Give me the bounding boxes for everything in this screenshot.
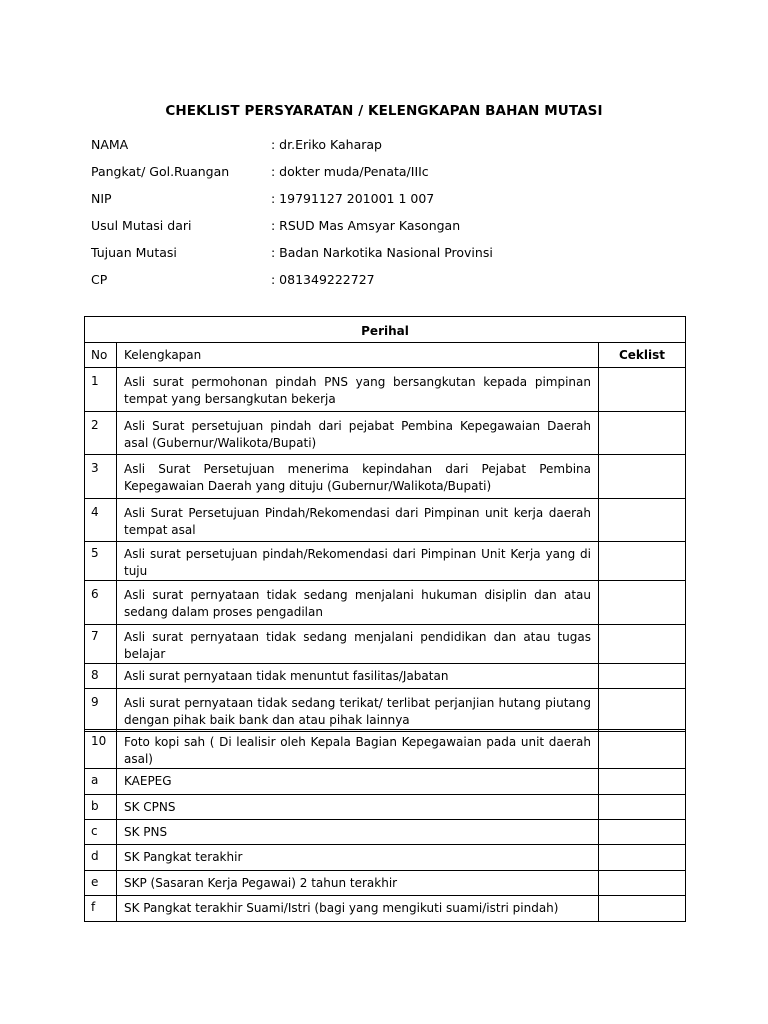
col-header-ceklist: Ceklist bbox=[599, 343, 686, 368]
row-text: SK Pangkat terakhir Suami/Istri (bagi yang mengikuti suami/istri pindah) bbox=[124, 901, 559, 915]
row-number: d bbox=[85, 845, 117, 871]
table-row bbox=[85, 845, 686, 871]
info-value: : 081349222727 bbox=[271, 272, 375, 287]
row-description bbox=[117, 820, 599, 845]
row-text: Foto kopi sah ( Di lealisir oleh Kepala Bagian Kepegawaian pada unit daerah asal) bbox=[124, 735, 591, 766]
col-header-kelengkapan: Kelengkapan bbox=[117, 343, 599, 368]
row-description bbox=[117, 845, 599, 871]
table-row bbox=[85, 412, 686, 455]
table-row bbox=[85, 795, 686, 820]
ceklist-cell[interactable] bbox=[599, 368, 686, 412]
info-value: : Badan Narkotika Nasional Provinsi bbox=[271, 245, 493, 260]
table-row bbox=[85, 542, 686, 581]
personal-info bbox=[91, 137, 493, 299]
row-description bbox=[117, 581, 599, 625]
row-description bbox=[117, 499, 599, 542]
row-description bbox=[117, 871, 599, 896]
row-number: 7 bbox=[85, 625, 117, 664]
ceklist-cell[interactable] bbox=[599, 689, 686, 732]
ceklist-cell[interactable] bbox=[599, 542, 686, 581]
col-header-no: No bbox=[85, 343, 117, 368]
info-label: NAMA bbox=[91, 137, 129, 152]
row-text: SK Pangkat terakhir bbox=[124, 850, 243, 864]
info-label: NIP bbox=[91, 191, 112, 206]
table-row bbox=[85, 769, 686, 795]
info-label: Tujuan Mutasi bbox=[91, 245, 177, 260]
table-row bbox=[85, 581, 686, 625]
row-text: SK PNS bbox=[124, 825, 168, 839]
row-text: Asli surat persetujuan pindah/Rekomendasi dari Pimpinan Unit Kerja yang di tuju bbox=[124, 547, 591, 578]
row-number: c bbox=[85, 820, 117, 845]
row-number: e bbox=[85, 871, 117, 896]
ceklist-cell[interactable] bbox=[599, 730, 686, 769]
row-description bbox=[117, 412, 599, 455]
info-row-nama bbox=[91, 137, 493, 164]
ceklist-cell[interactable] bbox=[599, 896, 686, 922]
row-description bbox=[117, 896, 599, 922]
row-number: 1 bbox=[85, 368, 117, 412]
row-description bbox=[117, 368, 599, 412]
row-text: Asli surat pernyataan tidak sedang menjalani pendidikan dan atau tugas belajar bbox=[124, 630, 591, 661]
row-text: KAEPEG bbox=[124, 774, 172, 788]
row-number: 9 bbox=[85, 689, 117, 732]
ceklist-cell[interactable] bbox=[599, 625, 686, 664]
column-header-row bbox=[85, 343, 686, 368]
info-label: CP bbox=[91, 272, 108, 287]
row-description bbox=[117, 455, 599, 499]
requirements-table bbox=[84, 316, 686, 732]
table-row bbox=[85, 625, 686, 664]
info-row-usul-mutasi bbox=[91, 218, 493, 245]
row-number: 2 bbox=[85, 412, 117, 455]
row-number: 8 bbox=[85, 664, 117, 689]
info-row-pangkat bbox=[91, 164, 493, 191]
row-text: Asli surat pernyataan tidak sedang terikat/ terlibat perjanjian hutang piutang dengan pihak baik bank dan atau pihak lainnya bbox=[124, 696, 591, 727]
row-number: a bbox=[85, 769, 117, 795]
ceklist-cell[interactable] bbox=[599, 795, 686, 820]
ceklist-cell[interactable] bbox=[599, 769, 686, 795]
ceklist-cell[interactable] bbox=[599, 820, 686, 845]
row-description bbox=[117, 664, 599, 689]
table-row bbox=[85, 455, 686, 499]
row-number: 4 bbox=[85, 499, 117, 542]
row-number: 3 bbox=[85, 455, 117, 499]
info-value: : 19791127 201001 1 007 bbox=[271, 191, 435, 206]
ceklist-cell[interactable] bbox=[599, 581, 686, 625]
perihal-header: Perihal bbox=[85, 317, 686, 343]
table-row bbox=[85, 896, 686, 922]
row-text: Asli surat pernyataan tidak sedang menjalani hukuman disiplin dan atau sedang dalam proses pengadilan bbox=[124, 588, 591, 619]
info-label: Pangkat/ Gol.Ruangan bbox=[91, 164, 230, 179]
row-description bbox=[117, 689, 599, 732]
ceklist-cell[interactable] bbox=[599, 412, 686, 455]
document-title: CHEKLIST PERSYARATAN / KELENGKAPAN BAHAN MUTASI bbox=[165, 103, 603, 119]
info-row-nip bbox=[91, 191, 493, 218]
info-value: : dr.Eriko Kaharap bbox=[271, 137, 382, 152]
table-row bbox=[85, 499, 686, 542]
table-header-row bbox=[85, 317, 686, 343]
row-number: 6 bbox=[85, 581, 117, 625]
row-number: f bbox=[85, 896, 117, 922]
row-text: Asli surat permohonan pindah PNS yang bersangkutan kepada pimpinan tempat yang bersangkutan bekerja bbox=[124, 375, 591, 406]
row-description bbox=[117, 625, 599, 664]
row-text: Asli Surat Persetujuan menerima kepindahan dari Pejabat Pembina Kepegawaian Daerah yang dituju (Gubernur/Walikota/Bupati) bbox=[124, 462, 591, 493]
row-description bbox=[117, 795, 599, 820]
table-row bbox=[85, 689, 686, 732]
table-row bbox=[85, 730, 686, 769]
ceklist-cell[interactable] bbox=[599, 455, 686, 499]
table-row bbox=[85, 664, 686, 689]
photocopy-table bbox=[84, 729, 686, 922]
row-description bbox=[117, 769, 599, 795]
ceklist-cell[interactable] bbox=[599, 499, 686, 542]
info-row-tujuan-mutasi bbox=[91, 245, 493, 272]
row-number: 5 bbox=[85, 542, 117, 581]
ceklist-cell[interactable] bbox=[599, 845, 686, 871]
row-description bbox=[117, 542, 599, 581]
row-text: Asli Surat persetujuan pindah dari pejabat Pembina Kepegawaian Daerah asal (Gubernur/Walikota/Bupati) bbox=[124, 419, 591, 450]
row-number: 10 bbox=[85, 730, 117, 769]
table-row bbox=[85, 820, 686, 845]
info-row-cp bbox=[91, 272, 493, 299]
row-text: Asli Surat Persetujuan Pindah/Rekomendasi dari Pimpinan unit kerja daerah tempat asal bbox=[124, 506, 591, 537]
row-text: SK CPNS bbox=[124, 800, 176, 814]
ceklist-cell[interactable] bbox=[599, 871, 686, 896]
row-text: SKP (Sasaran Kerja Pegawai) 2 tahun terakhir bbox=[124, 876, 398, 890]
table-row bbox=[85, 871, 686, 896]
ceklist-cell[interactable] bbox=[599, 664, 686, 689]
row-text: Asli surat pernyataan tidak menuntut fasilitas/Jabatan bbox=[124, 669, 449, 683]
row-description bbox=[117, 730, 599, 769]
table-row bbox=[85, 368, 686, 412]
row-number: b bbox=[85, 795, 117, 820]
info-label: Usul Mutasi dari bbox=[91, 218, 192, 233]
info-value: : RSUD Mas Amsyar Kasongan bbox=[271, 218, 461, 233]
info-value: : dokter muda/Penata/IIIc bbox=[271, 164, 429, 179]
